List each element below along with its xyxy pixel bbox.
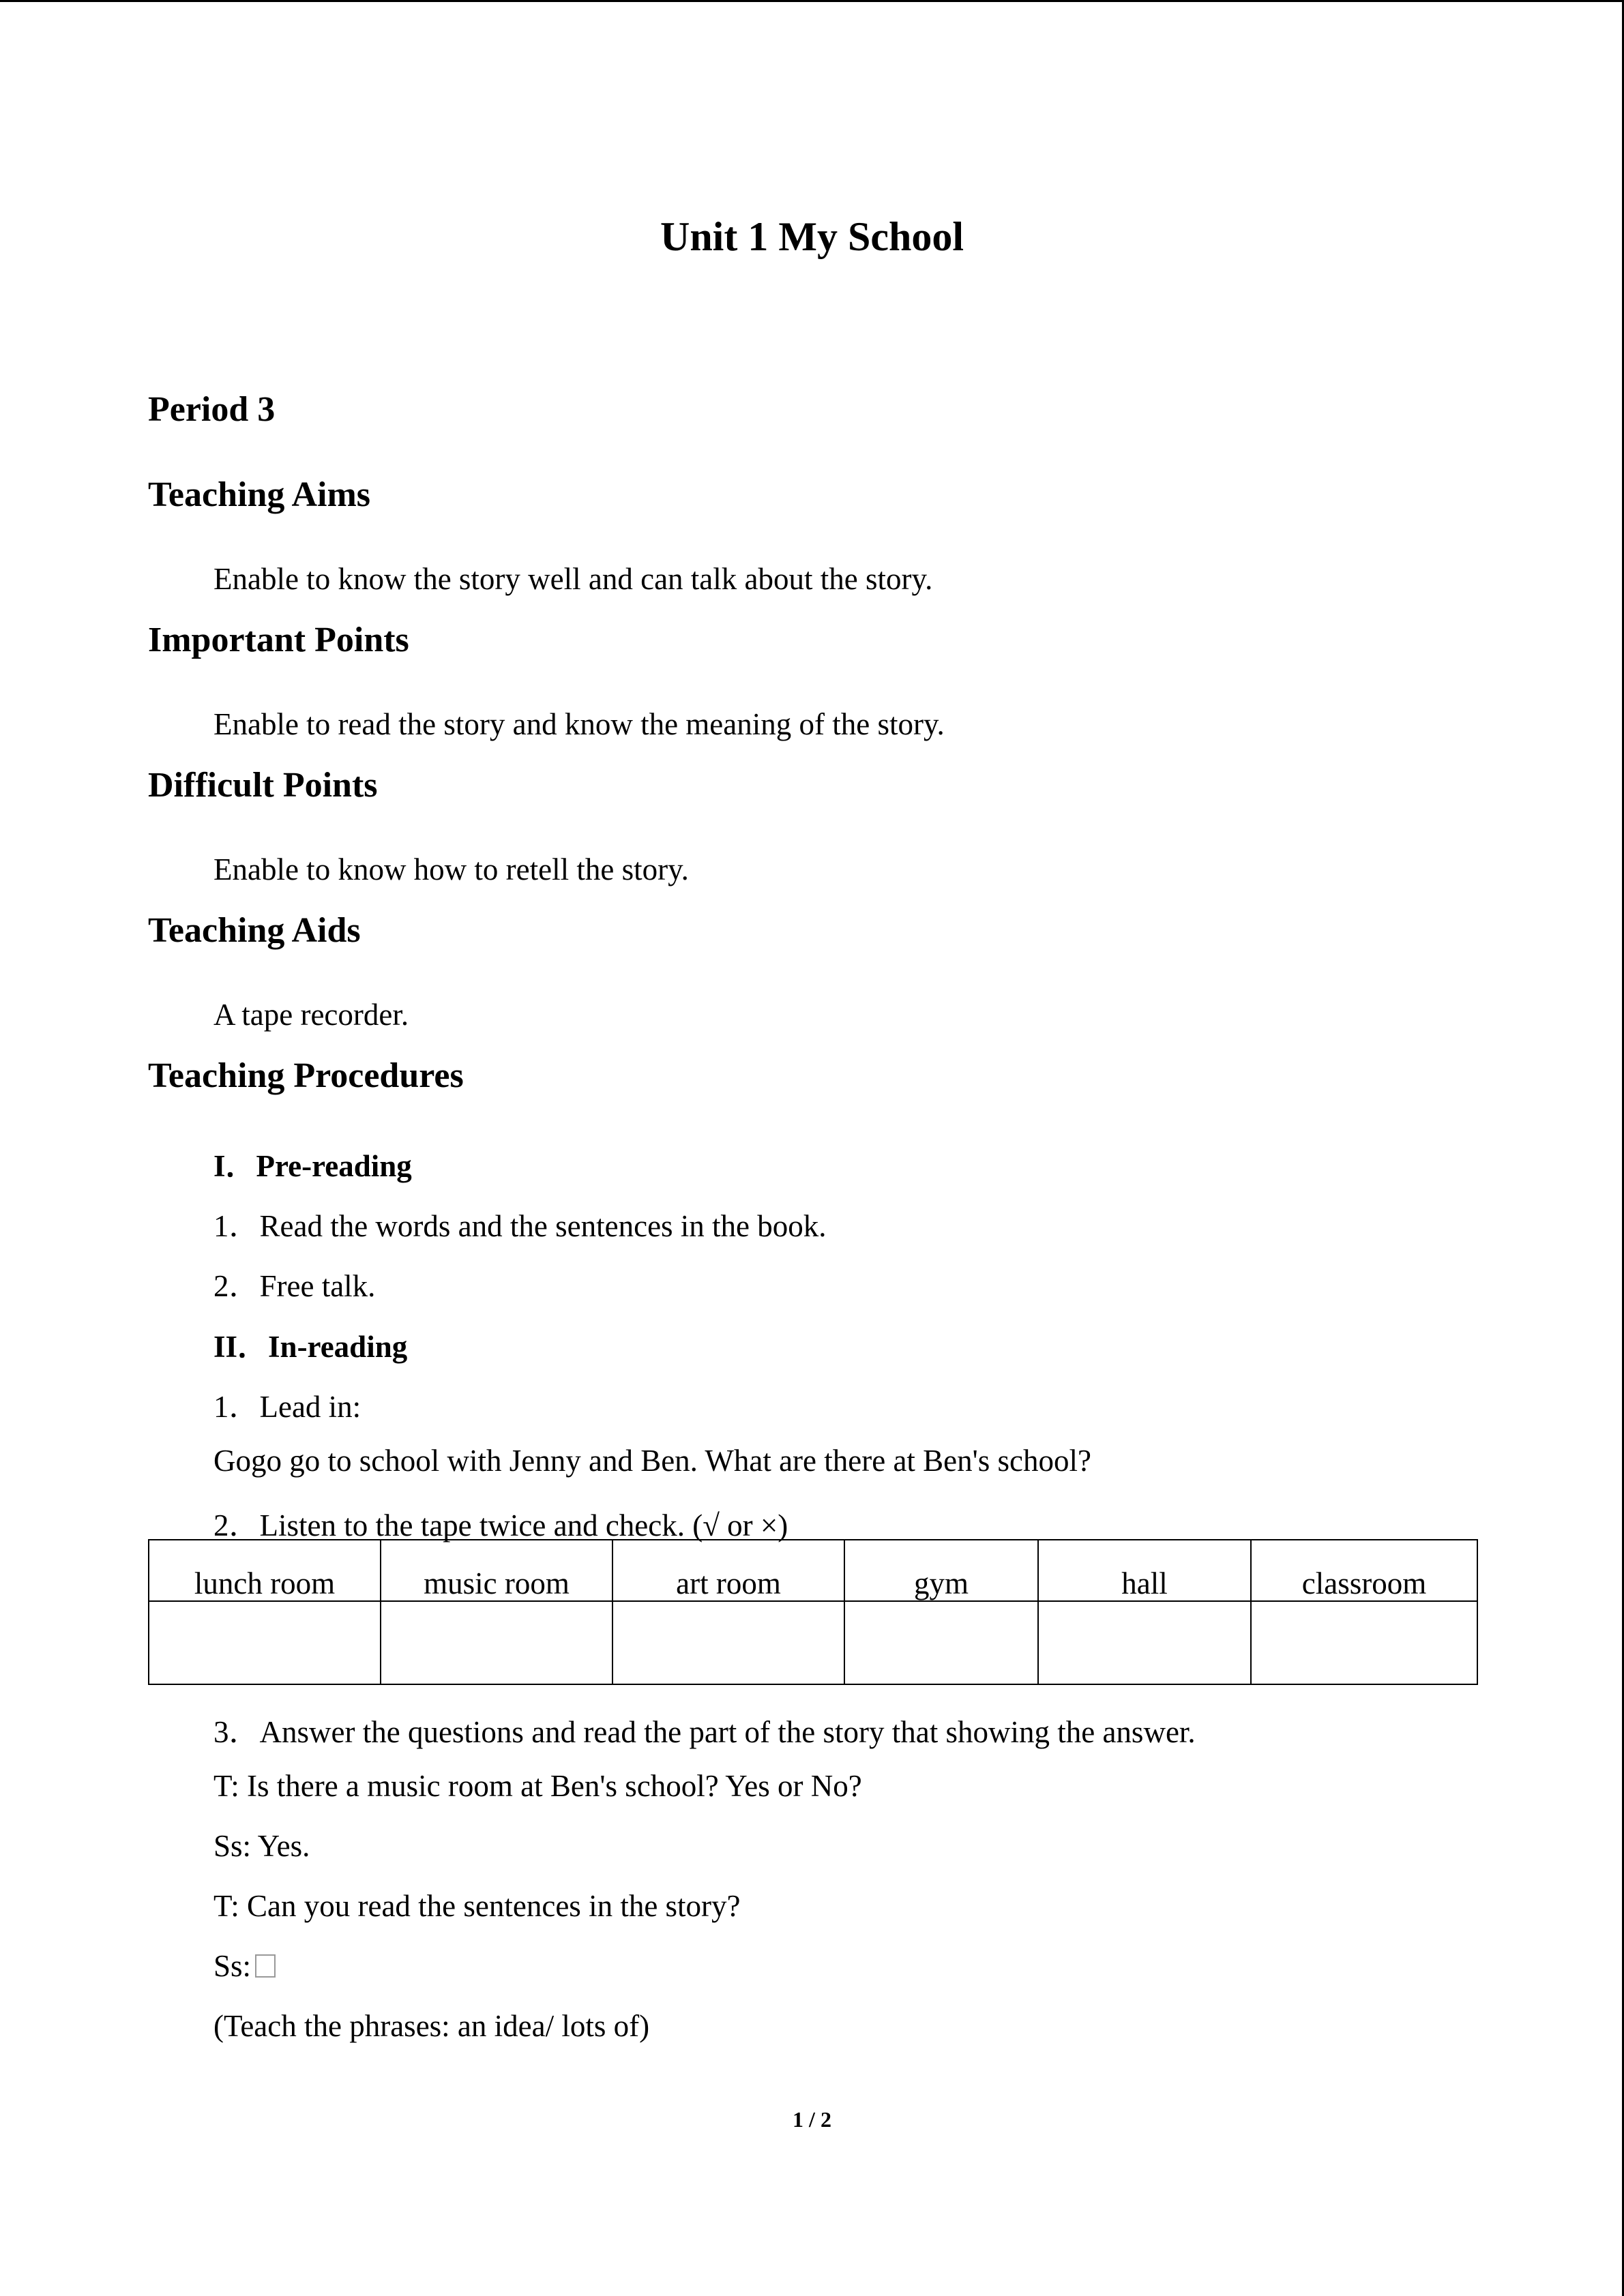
missing-glyph-box-icon [255, 1954, 276, 1978]
page-number: 1 / 2 [793, 2107, 831, 2132]
in-reading-item-3: 3．Answer the questions and read the part of the story that showing the answer. [213, 1715, 1196, 1749]
document-title: Unit 1 My School [660, 214, 964, 259]
check-table-answer-cell [381, 1601, 612, 1684]
in-reading-item-2: 2．Listen to the tape twice and check. (√ or ×) [213, 1508, 788, 1542]
teach-phrases-note: (Teach the phrases: an idea/ lots of) [213, 2009, 650, 2043]
check-table [148, 1539, 1478, 1685]
dialogue-line: Ss: Yes. [213, 1829, 310, 1863]
dialogue-line: T: Can you read the sentences in the story? [213, 1889, 741, 1923]
important-points-heading: Important Points [148, 621, 409, 659]
teaching-aids-heading: Teaching Aids [148, 911, 361, 950]
difficult-points-text: Enable to know how to retell the story. [213, 852, 689, 886]
teaching-procedures-heading: Teaching Procedures [148, 1056, 464, 1095]
dialogue-line: Ss: [213, 1949, 252, 1983]
check-table-header-cell: lunch room [149, 1540, 381, 1601]
dialogue-line: T: Is there a music room at Ben's school? Yes or No? [213, 1769, 862, 1803]
pre-reading-heading: I．Pre-reading [213, 1149, 412, 1183]
check-table-header-row [149, 1540, 1477, 1601]
check-table-header-cell: gym [844, 1540, 1038, 1601]
teaching-aims-text: Enable to know the story well and can talk about the story. [213, 562, 933, 596]
check-table-header-cell: art room [612, 1540, 844, 1601]
important-points-text: Enable to read the story and know the meaning of the story. [213, 707, 945, 741]
in-reading-item-1: 1．Lead in: [213, 1390, 361, 1424]
teaching-aims-heading: Teaching Aims [148, 475, 371, 514]
dialogue-line-with-box [213, 1948, 276, 1984]
check-table-answer-cell [844, 1601, 1038, 1684]
check-table-answer-cell [1251, 1601, 1477, 1684]
check-table-answer-cell [1038, 1601, 1251, 1684]
period-heading: Period 3 [148, 390, 276, 429]
pre-reading-item-2: 2．Free talk. [213, 1269, 376, 1303]
lead-in-text: Gogo go to school with Jenny and Ben. What are there at Ben's school? [213, 1444, 1091, 1478]
teaching-aids-text: A tape recorder. [213, 998, 409, 1032]
check-table-header-cell: classroom [1251, 1540, 1477, 1601]
check-table-answer-cell [612, 1601, 844, 1684]
difficult-points-heading: Difficult Points [148, 766, 378, 805]
check-table-answer-row [149, 1601, 1477, 1684]
in-reading-heading: II．In-reading [213, 1330, 408, 1364]
check-table-header-cell: hall [1038, 1540, 1251, 1601]
check-table-answer-cell [149, 1601, 381, 1684]
pre-reading-item-1: 1．Read the words and the sentences in the book. [213, 1209, 827, 1243]
check-table-header-cell: music room [381, 1540, 612, 1601]
